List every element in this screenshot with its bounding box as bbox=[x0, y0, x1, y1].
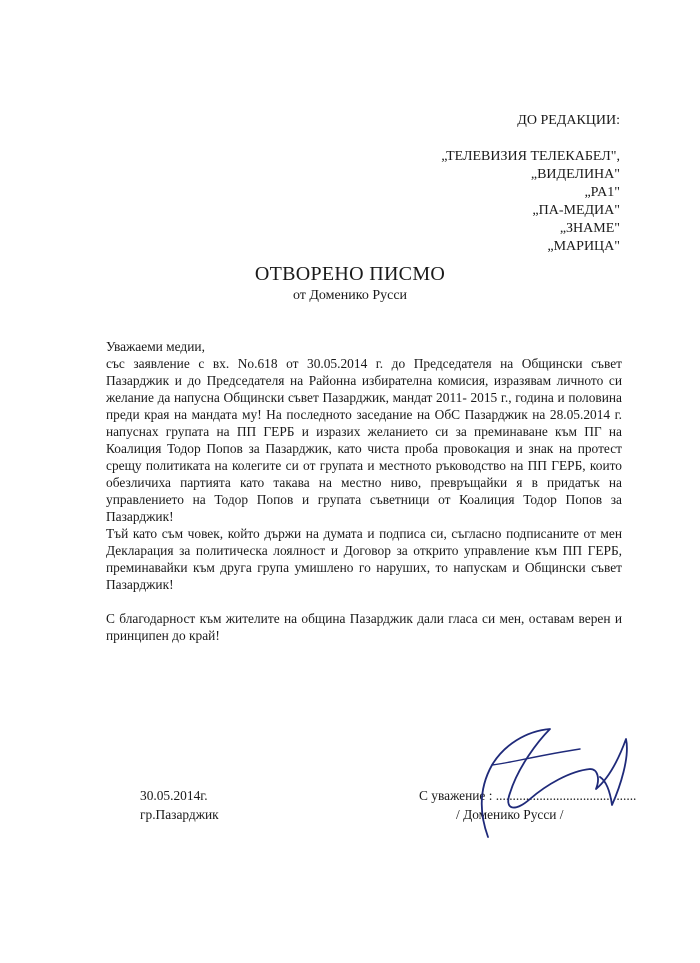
signatory-name: / Доменико Русси / bbox=[456, 807, 564, 822]
recipient-zname: „ЗНАМЕ" bbox=[559, 221, 620, 236]
title-block bbox=[0, 262, 700, 305]
paragraph-gap bbox=[106, 593, 622, 610]
addressee-block bbox=[441, 112, 620, 256]
letter-place: гр.Пазарджик bbox=[140, 807, 219, 822]
handwritten-signature-icon bbox=[430, 705, 650, 845]
signature-dotted-line: .......................................... bbox=[495, 788, 637, 803]
body-paragraph-1: със заявление с вх. No.618 от 30.05.2014 г. до Председателя на Общински съвет Пазарджик и до Председателя на Районна избирателна комисия, изразявам личното си желание да напусна Общински съвет Пазарджик, мандат 2011- 2015 г., година и половина преди края на мандата му! На последното заседание на ОбС Пазарджик на 28.05.2014 г. напуснах групата на ПП ГЕРБ и изразих желанието си за преминаване към ПГ на Коалиция Тодор Попов за Пазарджик, като чиста проба провокация и знак на протест срещу политиката на колегите си от групата и местното ръководство на ПП ГЕРБ, които обезличиха партията като такава на местно ниво, превръщайки я в придатък на управлението на Тодор Попов и групата съветници от Коалиция Тодор Попов за Пазарджик! bbox=[106, 356, 622, 524]
addressee-heading: ДО РЕДАКЦИИ: bbox=[517, 113, 620, 128]
regards-text: С уважение : bbox=[419, 788, 493, 803]
recipient-telekabel: „ТЕЛЕВИЗИЯ ТЕЛЕКАБЕЛ", bbox=[441, 149, 620, 164]
date-place-block bbox=[140, 786, 219, 824]
recipient-pa1: „PA1" bbox=[584, 185, 620, 200]
recipient-videlina: „ВИДЕЛИНА" bbox=[530, 167, 620, 182]
salutation: Уважаеми медии, bbox=[106, 339, 205, 354]
letter-body bbox=[106, 338, 622, 644]
body-paragraph-3: С благодарност към жителите на община Пазарджик дали гласа си мен, оставам верен и принципен до край! bbox=[106, 611, 622, 643]
recipient-pa-media: „ПА-МЕДИА" bbox=[532, 203, 620, 218]
letter-date: 30.05.2014г. bbox=[140, 788, 208, 803]
letter-subtitle: от Доменико Русси bbox=[292, 288, 408, 303]
recipient-maritsa: „МАРИЦА" bbox=[547, 239, 620, 254]
letter-title: ОТВОРЕНО ПИСМО bbox=[254, 263, 446, 285]
body-paragraph-2: Тъй като съм човек, който държи на думата и подписа си, съгласно подписаните от мен Декларация за политическа лоялност и Договор за открито управление към ПП ГЕРБ, преминавайки към друга група умишлено го нарушиx, то напускам и Общински съвет Пазарджик! bbox=[106, 526, 622, 592]
